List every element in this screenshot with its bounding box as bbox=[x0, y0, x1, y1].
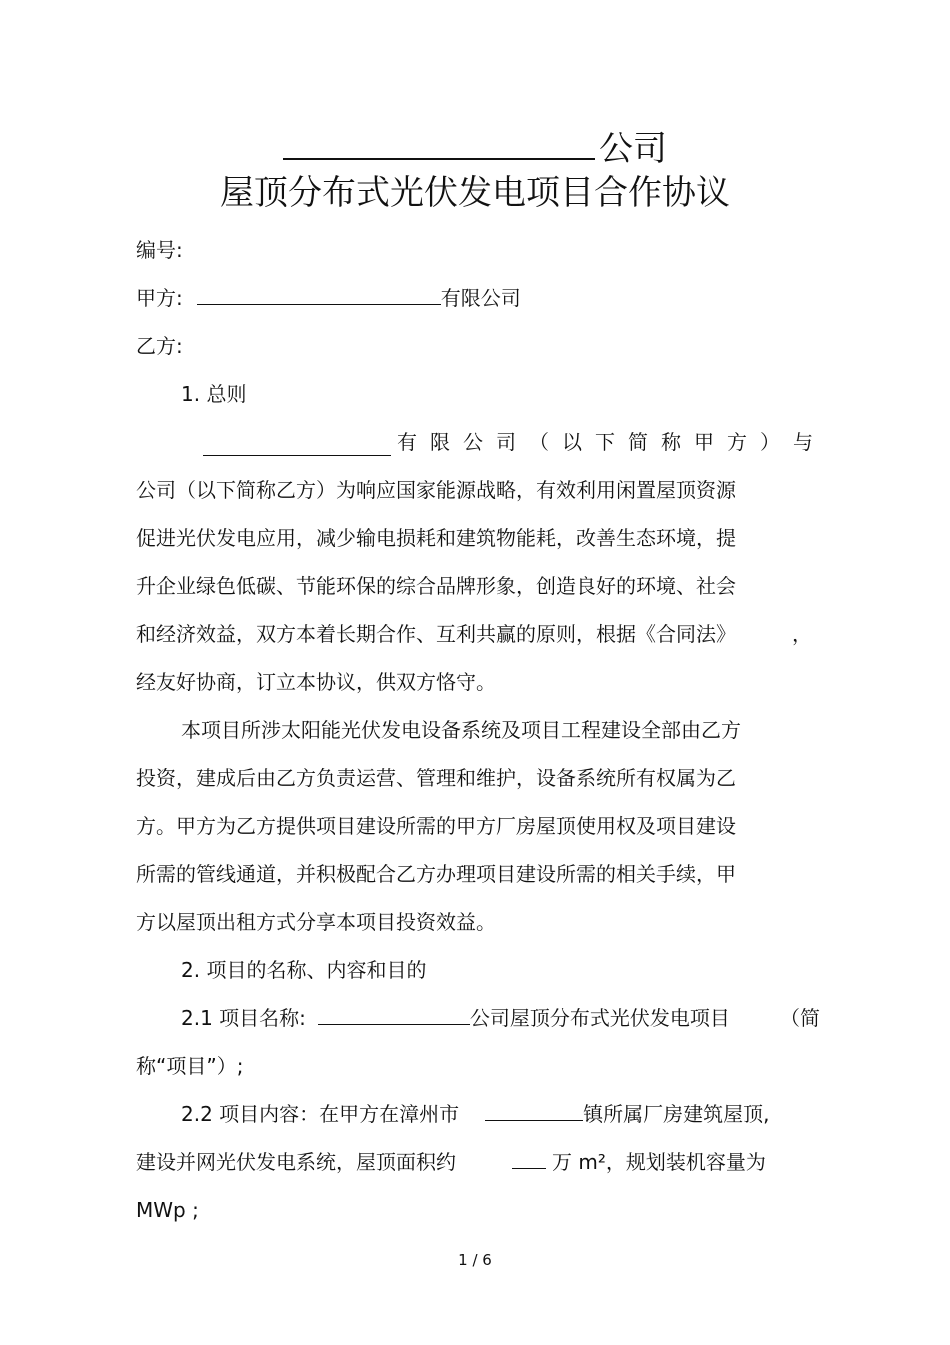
p1-char: （ bbox=[529, 430, 549, 454]
section2-heading: 2. 项目的名称、内容和目的 bbox=[181, 958, 427, 982]
p1-char: 称 bbox=[661, 430, 681, 454]
party-a-line bbox=[136, 284, 521, 312]
p1-char: 简 bbox=[628, 430, 648, 454]
item21-label: 2.1 项目名称: bbox=[181, 1006, 306, 1030]
p1-char: ） bbox=[760, 430, 780, 454]
item22-line2 bbox=[136, 1148, 766, 1176]
p1-char: 公 bbox=[463, 430, 483, 454]
p1-char: 下 bbox=[595, 430, 615, 454]
item22-line2-b: 万 m²，规划装机容量为 bbox=[552, 1150, 766, 1174]
item22-line3: MWp ; bbox=[136, 1198, 199, 1222]
p2-line5: 方以屋顶出租方式分享本项目投资效益。 bbox=[136, 910, 496, 934]
p1-char: 司 bbox=[496, 430, 516, 454]
p1-line6: 经友好协商，订立本协议，供双方恪守。 bbox=[136, 670, 496, 694]
p2-line2: 投资，建成后由乙方负责运营、管理和维护，设备系统所有权属为乙 bbox=[136, 766, 736, 790]
item22-line1 bbox=[181, 1100, 770, 1128]
party-a-label: 甲方: bbox=[136, 286, 183, 310]
item21-end: （简 bbox=[780, 1006, 820, 1030]
document-title: 屋顶分布式光伏发电项目合作协议 bbox=[220, 173, 730, 213]
number-label: 编号: bbox=[136, 238, 183, 262]
p2-line1: 本项目所涉太阳能光伏发电设备系统及项目工程建设全部由乙方 bbox=[181, 718, 741, 742]
item21-text: 公司屋顶分布式光伏发电项目 bbox=[469, 1006, 730, 1030]
item22-line2-a: 建设并网光伏发电系统，屋顶面积约 bbox=[136, 1150, 456, 1174]
party-a-blank bbox=[197, 284, 441, 305]
p1-line1 bbox=[203, 428, 813, 456]
party-a-name-blank bbox=[203, 435, 391, 456]
item21-blank bbox=[318, 1004, 470, 1025]
party-a-suffix: 有限公司 bbox=[440, 286, 521, 310]
p1-char: 甲 bbox=[694, 430, 714, 454]
p1-line3: 促进光伏发电应用，减少输电损耗和建筑物能耗，改善生态环境，提 bbox=[136, 526, 736, 550]
p1-char: 以 bbox=[562, 430, 582, 454]
page-number: 1 / 6 bbox=[458, 1251, 492, 1269]
item21-line1 bbox=[181, 1004, 730, 1032]
p2-line4: 所需的管线通道，并积极配合乙方办理项目建设所需的相关手续，甲 bbox=[136, 862, 736, 886]
p2-line3: 方。甲方为乙方提供项目建设所需的甲方厂房屋顶使用权及项目建设 bbox=[136, 814, 736, 838]
town-blank bbox=[485, 1100, 583, 1121]
p1-line5: 和经济效益，双方本着长期合作、互利共赢的原则，根据《合同法》 bbox=[136, 622, 736, 646]
item22-text: 镇所属厂房建筑屋顶, bbox=[583, 1102, 770, 1126]
p1-char: 限 bbox=[430, 430, 450, 454]
p1-line1-chars bbox=[397, 428, 813, 456]
section1-heading: 1. 总则 bbox=[181, 382, 247, 406]
p1-char: 与 bbox=[793, 430, 813, 454]
p1-line5-end: ， bbox=[792, 622, 812, 646]
item21-line2: 称“项目”）; bbox=[136, 1054, 244, 1078]
area-blank bbox=[512, 1148, 546, 1169]
p1-char: 方 bbox=[727, 430, 747, 454]
party-b-label: 乙方: bbox=[136, 334, 183, 358]
company-name-blank bbox=[283, 126, 595, 160]
item22-label: 2.2 项目内容：在甲方在漳州市 bbox=[181, 1102, 460, 1126]
p1-line4: 升企业绿色低碳、节能环保的综合品牌形象，创造良好的环境、社会 bbox=[136, 574, 736, 598]
p1-line2: 公司（以下简称乙方）为响应国家能源战略，有效利用闲置屋顶资源 bbox=[136, 478, 736, 502]
p1-char: 有 bbox=[397, 430, 417, 454]
company-suffix: 公司 bbox=[599, 129, 667, 169]
company-title-line bbox=[0, 126, 950, 171]
